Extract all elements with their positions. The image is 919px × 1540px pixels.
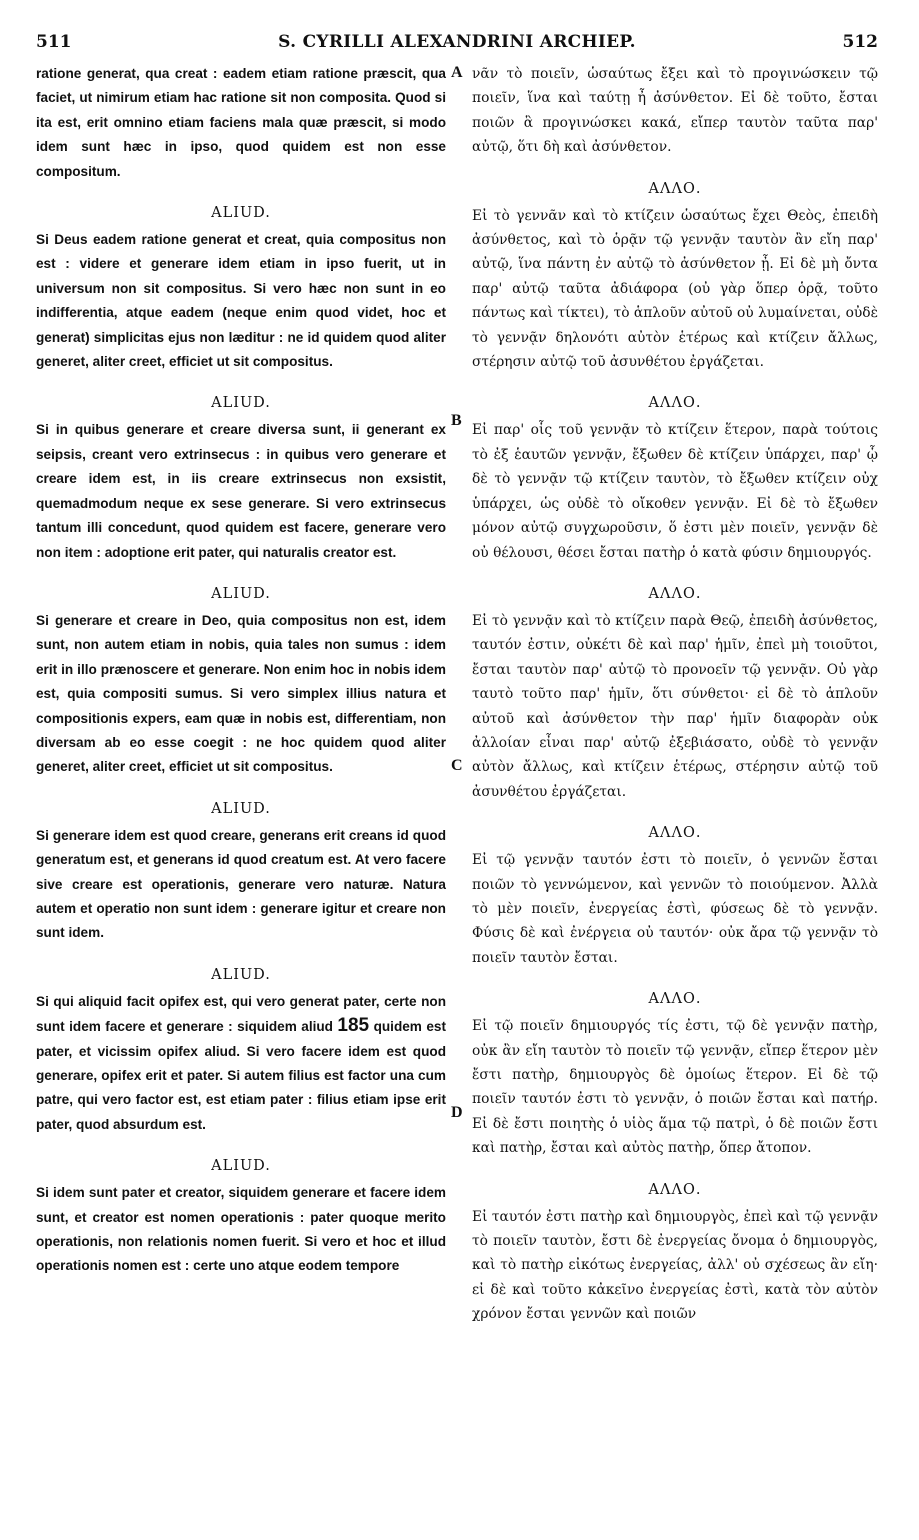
greek-column <box>472 62 878 1341</box>
page-number-left: 511 <box>36 32 72 52</box>
greek-section <box>472 174 878 375</box>
running-header <box>36 32 878 62</box>
section-text: Si generare et creare in Deo, quia compositus non est, idem sunt, non autem etiam in nobis, quia tales non sumus : idem erit in illo prænoscere et generare. Non enim hoc in nobis idem est, quia compositi sumus. Si vero simplex illius natura et compositionis expers, eam quæ in nobis est, differentiam, non diversam ab eo esse coegit : ne hoc quidem quod aliter generet, aliter creet, efficiet ut sit compositus. <box>36 612 446 775</box>
latin-section <box>36 579 446 780</box>
section-heading: ΑΛΛΟ. <box>648 395 702 412</box>
folio-number: 185 <box>337 1015 370 1037</box>
latin-section <box>36 960 446 1137</box>
section-heading: ALIUD. <box>211 1158 271 1175</box>
running-title: S. CYRILLI ALEXANDRINI ARCHIEP. <box>278 32 636 52</box>
section-text: Εἰ παρ' οἷς τοῦ γεννᾷν τὸ κτίζειν ἕτερον, παρὰ τούτοις τὸ ἐξ ἑαυτῶν γεννᾷν, ἔξωθεν δὲ κτίζειν ὑπάρχει, παρ' ᾧ δὲ τὸ γεννᾷν τῷ κτίζειν ταυτὸν, τὸ ἔξωθεν κτίζειν οὐχ ὑπάρχει, ὡς οὐδὲ τὸ οἴκοθεν γεννᾷν. Εἰ δὲ τὸ ἔξωθεν μόνον αὐτῷ συγχωροῦσιν, ὅ ἐστι μὲν ποιεῖν, γεννᾷν δὲ οὐ θέλουσι, θέσει ἔσται πατὴρ ὁ κατὰ φύσιν δημιουργός. <box>472 422 878 561</box>
latin-column <box>36 62 446 1293</box>
margin-marker-c: C <box>451 757 463 774</box>
section-heading: ΑΛΛΟ. <box>648 825 702 842</box>
greek-section <box>472 579 878 804</box>
section-text: Εἰ τῷ ποιεῖν δημιουργός τίς ἐστι, τῷ δὲ γεννᾷν πατὴρ, οὐκ ἂν εἴη ταυτὸν τὸ ποιεῖν τῷ γεννᾷν, εἴπερ ἕτερον μὲν ἔστι πατὴρ, δημιουργὸς δὲ ὁμοίως ἕτερον. Εἰ δὲ τῷ ποιεῖν ταυτόν ἐστι τὸ γεννᾷν, ὁ ποιῶν ἔσται καὶ πατήρ. Εἰ δὲ ἔστι ποιητὴς ὁ υἱὸς ἅμα τῷ πατρὶ, ὁ δὲ ποιῶν ἔστι καὶ πατὴρ, ἔσται καὶ αὐτὸς πατὴρ, ὅπερ ἄτοπον. <box>472 1018 878 1157</box>
section-heading: ALIUD. <box>211 395 271 412</box>
section-text: Si idem sunt pater et creator, siquidem generare et facere idem sunt, et creator est nomen operationis : pater quoque merito operationis, non relationis nomen fuerit. Si vero et hoc et illud operationis nomen est : certe uno atque eodem tempore <box>36 1185 446 1274</box>
section-heading: ΑΛΛΟ. <box>648 585 702 602</box>
text-before-folio: Si qui aliquid facit opifex est, qui vero generat pater, certe non sunt idem facere et generare : siquidem aliud <box>36 993 446 1035</box>
greek-section <box>472 388 878 564</box>
section-heading: ALIUD. <box>211 800 271 817</box>
latin-section <box>36 198 446 374</box>
latin-section <box>36 1151 446 1279</box>
section-text: Si generare idem est quod creare, generans erit creans id quod generatum est, et generans id quod creatum est. At vero facere sive creare est operationis, generare vero naturæ. Natura autem et operatio non sunt idem : generare igitur et creare non sunt idem. <box>36 827 446 941</box>
greek-section <box>472 984 878 1160</box>
section-text: Si Deus eadem ratione generat et creat, quia compositus non est : videre et generare idem etiam in ipso fuerit, ut in universum non sit compositus. Si vero hæc non sunt in eo indifferentia, atque eadem (neque enim quod videt, hoc et generat) simplicitas ejus non læditur : ne id quidem quod aliter generet, aliter creet, efficiet ut sit compositus. <box>36 232 446 370</box>
page-number-right: 512 <box>842 32 878 52</box>
section-heading: ΑΛΛΟ. <box>648 991 702 1008</box>
section-heading: ALIUD. <box>211 205 271 222</box>
section-text: Εἰ ταυτόν ἐστι πατὴρ καὶ δημιουργὸς, ἐπεὶ καὶ τῷ γεννᾷν τὸ ποιεῖν ταυτὸν, ἔστι δὲ ἐνεργείας ὄνομα ὁ δημιουργὸς, καὶ τὸ πατὴρ εἰκότως ἐνεργείας, ἀλλ' οὐ σχέσεως ἂν εἴη· εἰ δὲ καὶ τοῦτο κἀκεῖνο ἐνεργείας ἐστὶ, κατὰ τὸν αὐτὸν χρόνον ἔσται γεννῶν καὶ ποιῶν <box>472 1208 878 1323</box>
section-text: Εἰ τὸ γεννᾷν καὶ τὸ κτίζειν παρὰ Θεῷ, ἐπειδὴ ἀσύνθετος, ταυτόν ἐστιν, οὐκέτι δὲ καὶ παρ' ἡμῖν, ἐπεὶ μὴ τοιοῦτοι, ἔσται ταυτὸν παρ' αὐτῷ τὸ προνοεῖν τῷ γεννᾷν. Οὐ γὰρ ταυτὸ τοῦτο παρ' ἡμῖν, ὅτι σύνθετοι· εἰ δὲ τὸ ἁπλοῦν αὐτοῦ καὶ ἀσύνθετον τὴν παρ' ἡμῖν διαφορὰν οὐκ ἀλλοίαν εἶναι παρ' αὐτῷ ἐξεβιάσατο, οὐδὲ τὸ γεννᾷν αὐτὸν ἄλλως, καὶ κτίζειν ἑτέρως, στέρησιν αὐτῷ τοῦ ἀσυνθέτου ἐργάζεται. <box>472 612 878 800</box>
greek-section <box>472 818 878 970</box>
greek-intro: νᾶν τὸ ποιεῖν, ὡσαύτως ἔξει καὶ τὸ προγινώσκειν τῷ ποιεῖν, ἵνα καὶ ταύτῃ ἦ ἀσύνθετον. Εἰ δὲ τοῦτο, ἔσται ποιῶν ἃ προγινώσκει κακά, εἴπερ ταυτὸν ταῦτα παρ' αὐτῷ, ὅτι δὴ καὶ ἀσύνθετον. <box>472 66 878 156</box>
latin-intro: ratione generat, qua creat : eadem etiam ratione præscit, qua faciet, ut nimirum etiam hac ratione sit non composita. Quod si ita est, erit omnino etiam faciens mala quæ præscit, si modo idem sunt hæc in ipso, quod quidem est non esse compositum. <box>36 66 446 179</box>
margin-marker-b: B <box>451 412 462 429</box>
section-heading: ΑΛΛΟ. <box>648 1181 702 1198</box>
section-text: Εἰ τῷ γεννᾷν ταυτόν ἐστι τὸ ποιεῖν, ὁ γεννῶν ἔσται ποιῶν τὸ γεννώμενον, καὶ γεννῶν τὸ ποιούμενον. Ἀλλὰ τὸ μὲν ποιεῖν, ἐνεργείας ἐστὶ, φύσεως δὲ τὸ γεννᾷν. Φύσις δὲ καὶ ἐνέργεια οὐ ταυτόν· οὐκ ἄρα τῷ γεννᾷν τὸ ποιεῖν ταυτὸν ἔσται. <box>472 852 878 966</box>
margin-marker-d: D <box>451 1104 463 1121</box>
section-text <box>36 990 446 1137</box>
section-text: Si in quibus generare et creare diversa sunt, ii generant ex seipsis, creant vero extrinsecus : in quibus vero generare et creare idem est, in iis creare extrinsecus non exsistit, quemadmodum neque ex sese generare. Si vero extrinsecus tantum illi concedunt, quod quidem est facere, generare vero non item : adoptione erit pater, qui naturalis creator est. <box>36 422 446 560</box>
latin-section <box>36 388 446 564</box>
text-after-folio: quidem est pater, et vicissim opifex aliud. Si vero facere idem est quod generare, opifex erit et pater. Si autem filius est factor una cum patre, qui vero factor est, est etiam pater : filius etiam ipse erit pater, quod absurdum est. <box>36 1019 446 1132</box>
margin-marker-a: A <box>451 64 463 81</box>
section-heading: ALIUD. <box>211 585 271 602</box>
section-heading: ΑΛΛΟ. <box>648 180 702 197</box>
latin-section <box>36 794 446 946</box>
greek-section <box>472 1175 878 1327</box>
section-heading: ALIUD. <box>211 966 271 983</box>
section-text: Εἰ τὸ γεννᾶν καὶ τὸ κτίζειν ὡσαύτως ἔχει Θεὸς, ἐπειδὴ ἀσύνθετος, καὶ τὸ ὁρᾷν τῷ γεννᾷν ταυτὸν ἂν εἴη παρ' αὐτῷ, ἵνα πάντη ἐν αὐτῷ τὸ ἀσύνθετον ᾖ. Εἰ δὲ μὴ ὄντα παρ' αὐτῷ ταῦτα ἀδιάφορα (οὐ γὰρ ὅπερ ὁρᾷ, τοῦτο πάντως καὶ τίκτει), τὸ ἁπλοῦν αὐτοῦ οὐ λυμαίνεται, οὐδὲ τὸ γεννᾷν δηλονότι αὐτὸν ἑτέρως καὶ κτίζειν ἄλλως, στέρησιν αὐτῷ τοῦ ἀσυνθέτου ἐργάζεται. <box>472 207 878 371</box>
